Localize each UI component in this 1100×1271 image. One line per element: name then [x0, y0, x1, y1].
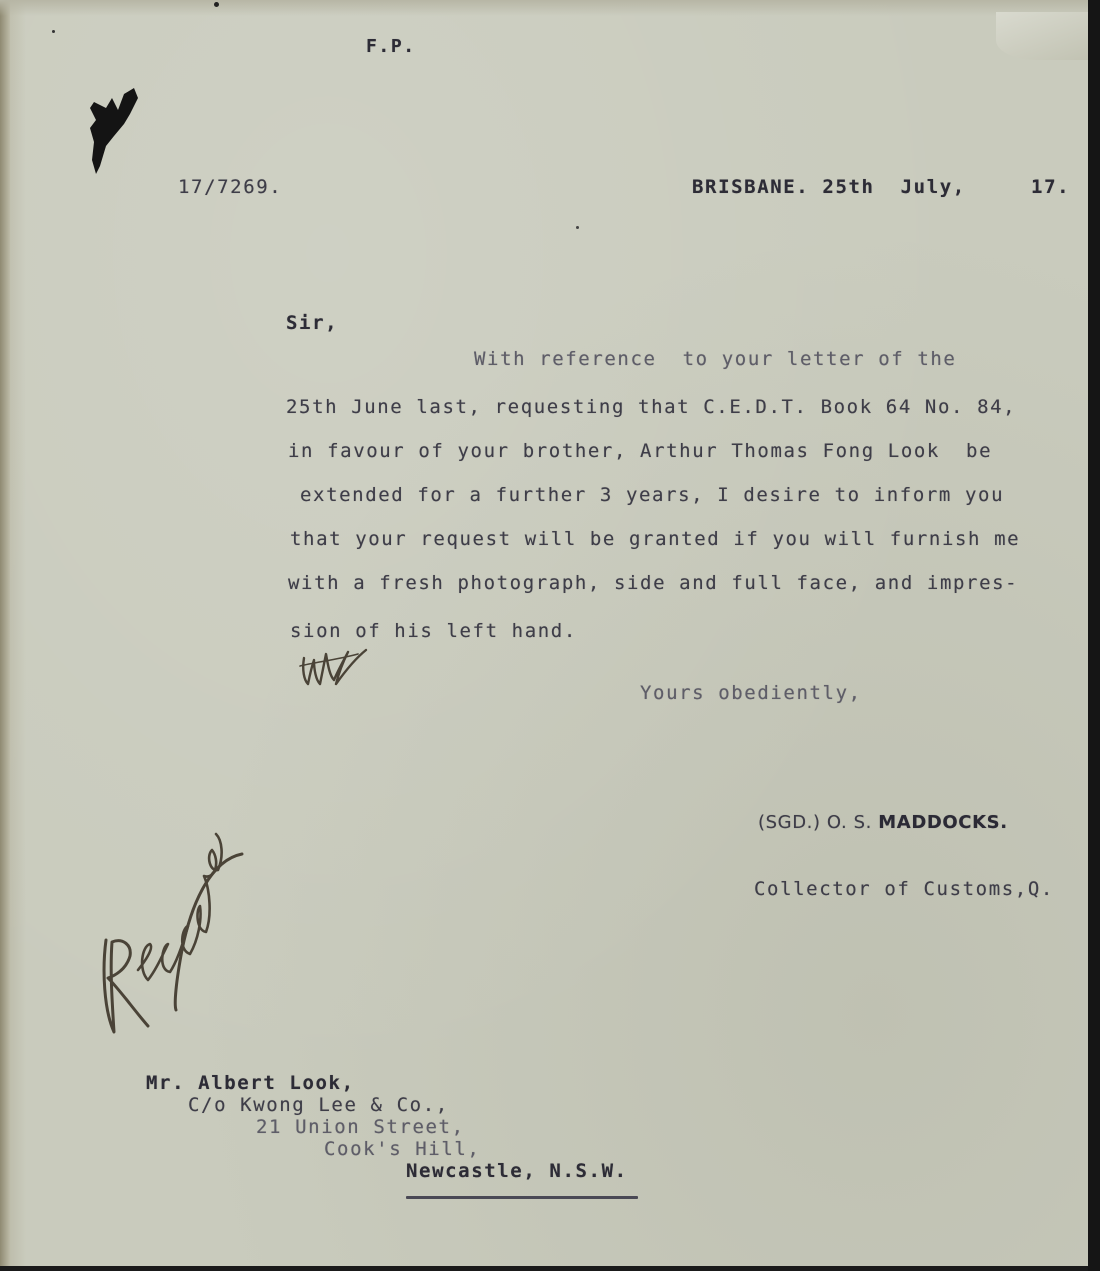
date-month: July,: [900, 176, 966, 198]
body-line: With reference to your letter of the: [474, 348, 957, 370]
address-line: Mr. Albert Look,: [146, 1072, 355, 1094]
body-line: extended for a further 3 years, I desire to inform you: [300, 484, 1005, 506]
signature-block: [758, 812, 1008, 833]
body-line: with a fresh photograph, side and full face, and impres-: [288, 572, 1019, 594]
date-day: 25th: [822, 176, 875, 198]
reference-number: 17/7269.: [178, 176, 283, 198]
signature-name: MADDOCKS.: [878, 812, 1008, 833]
address-underline: [406, 1196, 638, 1199]
date-place: BRISBANE.: [692, 176, 810, 198]
address-line: 21 Union Street,: [256, 1116, 465, 1138]
address-line: Cook's Hill,: [324, 1138, 481, 1160]
closing-line: Yours obediently,: [640, 682, 862, 704]
body-line: sion of his left hand.: [290, 620, 577, 642]
address-line: C/o Kwong Lee & Co.,: [188, 1094, 449, 1116]
signatory-title: Collector of Customs,Q.: [754, 878, 1054, 900]
body-line: 25th June last, requesting that C.E.D.T. Book 64 No. 84,: [286, 396, 1017, 418]
signature-prefix: (SGD.) O. S.: [758, 812, 872, 833]
scan-background-edge: [1088, 0, 1100, 1271]
handwritten-records-annotation: [92, 820, 252, 1050]
handwritten-initials-icon: [296, 640, 372, 692]
salutation: Sir,: [286, 312, 339, 334]
body-line: in favour of your brother, Arthur Thomas Fong Look be: [288, 440, 993, 462]
address-line: Newcastle, N.S.W.: [406, 1160, 628, 1182]
date-year: 17.: [1031, 176, 1071, 198]
body-line: that your request will be granted if you will furnish me: [290, 528, 1021, 550]
header-mark: F.P.: [366, 36, 416, 57]
